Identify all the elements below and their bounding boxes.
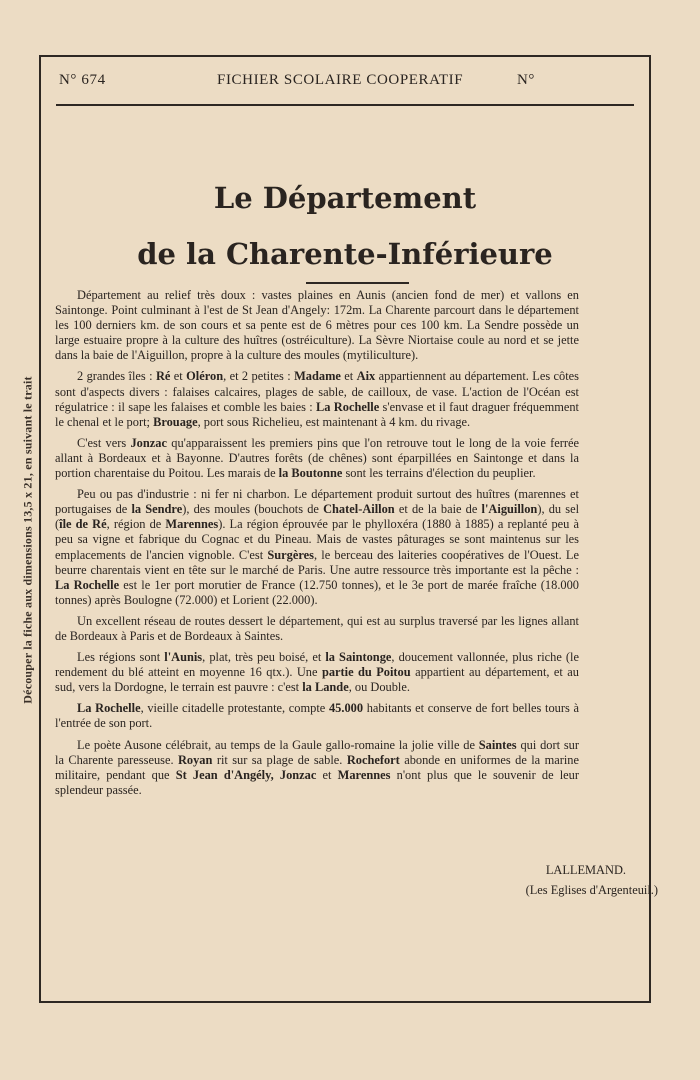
paragraph xyxy=(55,369,579,429)
text-run: et de la baie de xyxy=(394,502,482,517)
text-run: qu'apparaissent les premiers pins que l'on retrouve tout le long de la voie ferrée allant à Bordeaux et à Bayonne. D'autres forêts (de chênes) sont éparpillées en Saintonge et dans la portion charentaise du Poitou. Les marais de xyxy=(55,435,579,481)
bold-term: Marennes xyxy=(165,517,219,532)
bold-term: Madame xyxy=(294,369,341,384)
text-run: , et 2 petites : xyxy=(223,369,295,384)
paragraph xyxy=(55,487,579,608)
text-run: 2 grandes îles : xyxy=(77,369,156,384)
bold-term: Marennes xyxy=(337,767,391,782)
text-run: , vieille citadelle protestante, compte xyxy=(140,701,329,716)
text-run: , région de xyxy=(106,517,166,532)
text-run: , plat, très peu boisé, et xyxy=(202,650,326,665)
bold-term: Jonzac xyxy=(130,435,167,450)
bold-term: Chatel-Aillon xyxy=(323,502,395,517)
bold-term: la Sendre xyxy=(131,502,183,517)
bold-term: la Lande xyxy=(302,680,349,695)
text-run: Département au relief très doux : vastes plaines en Aunis (ancien fond de mer) et vallons en Saintonge. Point culminant à l'est de St Jean d'Angely: 172m. La Charente parcourt dans le département les 100 derniers km. de son cours et sa pente est de 6 mètres pour ces 100 km. La Sendre possède un large estuaire propre à la culture des huîtres (ostréiculture). La Sèvre Niortaise coule au nord et se jette dans la baie de l'Aiguillon, propre à la culture des moules (mytiliculture). xyxy=(55,288,579,363)
bold-term: La Rochelle xyxy=(55,577,120,592)
bold-term: l'Aunis xyxy=(164,650,203,665)
header-divider xyxy=(56,104,634,106)
author-name: LALLEMAND. xyxy=(545,863,626,877)
text-run: , ou Double. xyxy=(348,680,410,695)
page-title xyxy=(81,170,609,282)
secondary-number-label: N° xyxy=(517,72,536,88)
card-header xyxy=(59,72,631,94)
bold-term: la Saintonge xyxy=(325,650,392,665)
text-run: abonde en uniformes de la marine militaire, pendant que xyxy=(55,752,579,782)
text-run: ), du sel ( xyxy=(55,502,580,532)
paragraph xyxy=(55,436,579,481)
paragraph xyxy=(55,650,579,695)
bold-term: Saintes xyxy=(478,737,517,752)
text-run: Le poète Ausone célébrait, au temps de la Gaule gallo-romaine la jolie ville de xyxy=(77,737,479,752)
text-run: rit sur sa plage de sable. xyxy=(212,752,347,767)
paragraph xyxy=(55,738,579,798)
bold-term: la Boutonne xyxy=(278,466,343,481)
signature-block xyxy=(526,860,658,900)
text-run: appartient au département, et au sud, vers la Dordogne, le terrain est pauvre : c'est xyxy=(55,665,579,695)
text-run: s'envase et il faut draguer fréquemment le chenal et le port; xyxy=(55,399,579,429)
text-run: habitants et conserve de fort belles tours à l'entrée de son port. xyxy=(55,701,580,731)
bold-term: l'Aiguillon xyxy=(481,502,538,517)
bold-term: La Rochelle xyxy=(77,701,141,716)
bold-term: 45.000 xyxy=(328,701,364,716)
bold-term: Surgères xyxy=(267,547,314,562)
text-run: Peu ou pas d'industrie : ni fer ni charbon. Le département produit surtout des huîtres (marennes et portugaises de xyxy=(55,487,579,517)
text-run: et xyxy=(316,767,338,782)
paragraph xyxy=(55,614,579,644)
text-run: , port sous Richelieu, est maintenant à 4 km. du rivage. xyxy=(197,414,471,429)
text-run: et xyxy=(170,369,187,384)
bold-term: Rochefort xyxy=(346,752,400,767)
bold-term: Oléron xyxy=(186,369,224,384)
text-run: et xyxy=(340,369,357,384)
bold-term: La Rochelle xyxy=(316,399,380,414)
title-divider xyxy=(306,282,409,284)
text-run: ), des moules (bouchots de xyxy=(182,502,324,517)
article-body xyxy=(55,288,579,804)
text-run: appartiennent au département. Les côtes sont d'aspects divers : falaises calcaires, plages de sable, de cailloux, de vase. L'action de l'Océan est régulatrice : il sape les falaises et comble les baies : xyxy=(55,369,580,414)
cutting-instruction-text: Découper la fiche aux dimensions 13,5 x 21, en suivant le trait xyxy=(20,376,35,704)
text-run: qui dort sur la Charente paresseuse. xyxy=(55,737,579,767)
card-number: N° 674 xyxy=(59,72,106,88)
text-run: Les régions sont xyxy=(77,650,165,665)
bold-term: Ré xyxy=(155,369,171,384)
text-run: est le 1er port morutier de France (12.750 tonnes), et le 3e port de marée fraîche (18.000 tonnes) après Boulogne (72.000) et Lorient (22.000). xyxy=(55,577,580,607)
bold-term: Aix xyxy=(356,369,376,384)
bold-term: île de Ré xyxy=(59,517,107,532)
text-run: , le berceau des laiteries coopératives de l'Ouest. Le beurre charentais vient en tête sur le marché de Paris. Une autre ressource très importante est la pêche : xyxy=(55,547,579,577)
author-affiliation: (Les Eglises d'Argenteuil.) xyxy=(525,883,658,897)
text-run: , doucement vallonnée, plus riche (le rendement du blé atteint en moyenne 16 qtx.). Une xyxy=(55,650,579,680)
text-run: Un excellent réseau de routes dessert le département, qui est au surplus traversé par les lignes allant de Bordeaux à Paris et de Bordeaux à Saintes. xyxy=(55,613,579,643)
text-run: C'est vers xyxy=(77,435,131,450)
text-run: ). La région éprouvée par le phylloxéra (1880 à 1885) a replanté peu à peu sa vigne et fabrique du Cognac et du Pineau. Mais de vastes pâturages se sont maintenus sur les emplacements de l'ancien vignoble. C'est xyxy=(55,517,579,562)
series-title: FICHIER SCOLAIRE COOPERATIF xyxy=(217,72,464,88)
text-run: n'ont plus que le souvenir de leur splendeur passée. xyxy=(55,767,579,797)
paragraph xyxy=(55,701,579,731)
title-line-1: Le Département xyxy=(213,181,477,215)
bold-term: partie du Poitou xyxy=(321,665,411,680)
title-line-2: de la Charente-Inférieure xyxy=(137,237,553,271)
paragraph xyxy=(55,288,579,363)
bold-term: Brouage xyxy=(153,414,198,429)
bold-term: St Jean d'Angély, Jonzac xyxy=(175,767,317,782)
text-run: sont les terrains d'élection du peuplier. xyxy=(342,466,536,481)
bold-term: Royan xyxy=(177,752,213,767)
